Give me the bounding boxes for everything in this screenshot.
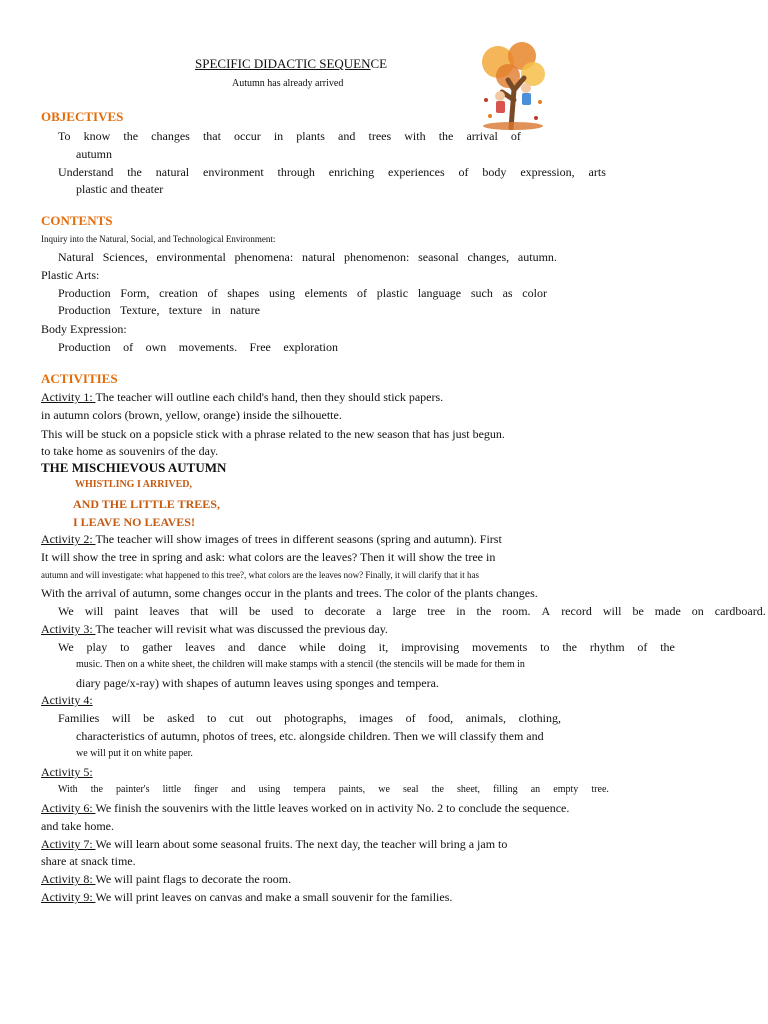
word: the <box>431 784 444 795</box>
contents-heading: CONTENTS <box>41 213 113 228</box>
word: to <box>206 711 217 725</box>
word: filling <box>493 784 518 795</box>
word: Texture, <box>119 303 160 317</box>
objective-2 <box>58 165 606 179</box>
word: rhythm <box>589 640 625 654</box>
activity-1-line-1: Activity 1: The teacher will outline each child's hand, then they should stick papers. <box>41 390 444 404</box>
activity-2-line-3: autumn and will investigate: what happened to this tree?, what colors are the leaves now? Finally, it will clarify that it has <box>41 570 480 580</box>
word: photographs, <box>284 711 347 725</box>
word: will <box>84 604 104 618</box>
word: the <box>660 640 675 654</box>
word: environmental <box>156 250 226 264</box>
word: the <box>438 129 454 143</box>
word: tree. <box>591 784 609 795</box>
plastic-arts-label: Plastic Arts: <box>41 268 100 282</box>
word: improvising <box>401 640 460 654</box>
word: To <box>58 129 71 143</box>
word: such <box>470 286 493 300</box>
word: that <box>202 129 221 143</box>
word: Production <box>58 303 111 317</box>
word: asked <box>167 711 195 725</box>
word: on <box>691 604 704 618</box>
natural-sciences-line <box>58 250 557 264</box>
activity-1-line-4: to take home as souvenirs of the day. <box>41 444 219 458</box>
word: seasonal <box>418 250 459 264</box>
word: movements <box>471 640 528 654</box>
production-texture-line <box>58 303 260 317</box>
word: leaves <box>149 604 180 618</box>
word: phenomenon: <box>344 250 410 264</box>
word: Understand <box>58 165 114 179</box>
word: changes, <box>467 250 510 264</box>
word: of <box>357 286 368 300</box>
word: it, <box>378 640 389 654</box>
activity-3-diary-line: diary page/x-ray) with shapes of autumn leaves using sponges and tempera. <box>76 676 439 690</box>
word: will <box>111 711 131 725</box>
activity-3-play-line <box>58 640 675 654</box>
inquiry-label: Inquiry into the Natural, Social, and Technological Environment: <box>41 234 276 244</box>
word: sheet, <box>457 784 481 795</box>
word: and <box>231 784 246 795</box>
word: a <box>376 604 382 618</box>
word: room. <box>502 604 531 618</box>
word: the <box>90 784 103 795</box>
activity-7-line-1: Activity 7: We will learn about some seasonal fruits. The next day, the teacher will bring a jam to <box>41 837 508 851</box>
activity-6-line-1: Activity 6: We finish the souvenirs with the little leaves worked on in activity No. 2 to conclude the sequence. <box>41 801 570 815</box>
word: and <box>227 640 246 654</box>
word: Families <box>58 711 100 725</box>
document-subtitle: Autumn has already arrived <box>232 78 344 89</box>
word: in <box>273 129 284 143</box>
word: experiences <box>388 165 445 179</box>
poem-line-1: THE MISCHIEVOUS AUTUMN <box>41 460 227 475</box>
word: phenomena: <box>234 250 294 264</box>
word: know <box>83 129 111 143</box>
word: movements. <box>178 340 238 354</box>
word: used <box>271 604 294 618</box>
word: of <box>510 129 521 143</box>
word: cardboard. <box>714 604 766 618</box>
word: paint <box>114 604 139 618</box>
word: through <box>277 165 315 179</box>
word: the <box>127 165 142 179</box>
activity-2-paint-line <box>58 604 766 618</box>
word: changes <box>151 129 190 143</box>
poem-line-2: WHISTLING I ARRIVED, <box>75 479 192 490</box>
word: A <box>541 604 551 618</box>
word: natural <box>155 165 190 179</box>
word: using <box>258 784 281 795</box>
word: out <box>256 711 272 725</box>
word: Form, <box>120 286 150 300</box>
objective-1 <box>58 129 521 143</box>
activity-4-label: Activity 4: <box>41 693 93 707</box>
word: clothing, <box>518 711 561 725</box>
activity-2-line-4: With the arrival of autumn, some changes occur in the plants and trees. The color of the plants changes. <box>41 586 538 600</box>
activities-heading: ACTIVITIES <box>41 371 118 386</box>
word: to <box>304 604 314 618</box>
production-movements-line <box>58 340 338 354</box>
word: environment <box>203 165 264 179</box>
word: play <box>86 640 108 654</box>
word: with <box>404 129 426 143</box>
word: occur <box>234 129 261 143</box>
word: Natural <box>58 250 94 264</box>
word: shapes <box>227 286 260 300</box>
poem-line-3: AND THE LITTLE TREES, <box>73 497 220 511</box>
word: little <box>162 784 181 795</box>
word: leaves <box>185 640 216 654</box>
word: paints, <box>338 784 366 795</box>
word: will <box>602 604 622 618</box>
word: large <box>392 604 417 618</box>
word: natural <box>301 250 336 264</box>
word: empty <box>553 784 579 795</box>
word: of <box>458 165 469 179</box>
word: the <box>123 129 139 143</box>
word: language <box>417 286 462 300</box>
word: trees <box>368 129 392 143</box>
word: arrival <box>466 129 498 143</box>
word: autumn. <box>517 250 557 264</box>
poem-line-4: I LEAVE NO LEAVES! <box>73 515 195 529</box>
word: that <box>190 604 209 618</box>
word: doing <box>338 640 366 654</box>
word: With <box>58 784 78 795</box>
activity-2-line-2: It will show the tree in spring and ask: what colors are the leaves? Then it will show the tree in <box>41 550 496 564</box>
word: plants <box>296 129 325 143</box>
activity-7-line-2: share at snack time. <box>41 854 136 868</box>
word: tempera <box>293 784 326 795</box>
word: cut <box>228 711 244 725</box>
word: while <box>298 640 326 654</box>
word: as <box>502 286 513 300</box>
word: to <box>540 640 550 654</box>
word: of <box>637 640 648 654</box>
word: own <box>145 340 167 354</box>
word: arts <box>588 165 606 179</box>
word: the <box>476 604 492 618</box>
word: seal <box>403 784 419 795</box>
word: in <box>211 303 221 317</box>
word: dance <box>258 640 287 654</box>
word: using <box>268 286 295 300</box>
activity-9-line-1: Activity 9: We will print leaves on canvas and make a small souvenir for the families. <box>41 890 453 904</box>
activity-5-line-1 <box>58 784 609 796</box>
word: expression, <box>520 165 575 179</box>
activity-3-music-line: music. Then on a white sheet, the children will make stamps with a stencil (the stencils will be made for them in <box>76 659 525 670</box>
word: texture <box>168 303 203 317</box>
word: an <box>530 784 541 795</box>
word: be <box>632 604 644 618</box>
activity-1-line-2: in autumn colors (brown, yellow, orange) inside the silhouette. <box>41 408 342 422</box>
document-title: SPECIFIC DIDACTIC SEQUENCE <box>195 56 388 71</box>
word: decorate <box>324 604 366 618</box>
word: animals, <box>465 711 507 725</box>
word: record <box>561 604 592 618</box>
word: painter's <box>116 784 150 795</box>
word: in <box>456 604 466 618</box>
activity-2-line-1: Activity 2: The teacher will show images of trees in different seasons (spring and autumn). First <box>41 532 502 546</box>
production-form-line <box>58 286 547 300</box>
word: exploration <box>283 340 338 354</box>
word: color <box>522 286 547 300</box>
word: enriching <box>328 165 375 179</box>
word: food, <box>428 711 454 725</box>
word: will <box>219 604 238 618</box>
activity-4-line-1 <box>58 711 561 725</box>
autumn-tree-illustration <box>478 40 548 130</box>
activity-8-line-1: Activity 8: We will paint flags to decorate the room. <box>41 872 292 886</box>
word: We <box>58 604 74 618</box>
word: Free <box>249 340 271 354</box>
word: elements <box>304 286 348 300</box>
word: of <box>123 340 134 354</box>
word: be <box>143 711 155 725</box>
objectives-heading: OBJECTIVES <box>41 109 124 124</box>
word: nature <box>230 303 260 317</box>
activity-6-line-2: and take home. <box>41 819 114 833</box>
word: finger <box>194 784 218 795</box>
word: gather <box>142 640 173 654</box>
word: Sciences, <box>102 250 148 264</box>
word: made <box>654 604 681 618</box>
objective-2-continued: plastic and theater <box>76 182 164 196</box>
word: Production <box>58 286 111 300</box>
activity-5-label: Activity 5: <box>41 765 93 779</box>
word: we <box>378 784 390 795</box>
activity-3-line-1: Activity 3: The teacher will revisit what was discussed the previous day. <box>41 622 388 636</box>
activity-1-line-3: This will be stuck on a popsicle stick with a phrase related to the new season that has just begun. <box>41 427 505 441</box>
body-expression-label: Body Expression: <box>41 322 127 336</box>
word: Production <box>58 340 111 354</box>
word: to <box>120 640 130 654</box>
word: of <box>405 711 416 725</box>
word: creation <box>159 286 198 300</box>
word: We <box>58 640 74 654</box>
word: of <box>207 286 218 300</box>
activity-4-line-2: characteristics of autumn, photos of trees, etc. alongside children. Then we will classify them and <box>76 729 544 743</box>
word: plastic <box>376 286 409 300</box>
word: and <box>338 129 356 143</box>
word: be <box>248 604 261 618</box>
word: images <box>358 711 393 725</box>
objective-1-continued: autumn <box>76 147 112 161</box>
word: tree <box>427 604 446 618</box>
activity-4-line-3: we will put it on white paper. <box>76 748 193 759</box>
word: body <box>482 165 507 179</box>
word: the <box>562 640 578 654</box>
